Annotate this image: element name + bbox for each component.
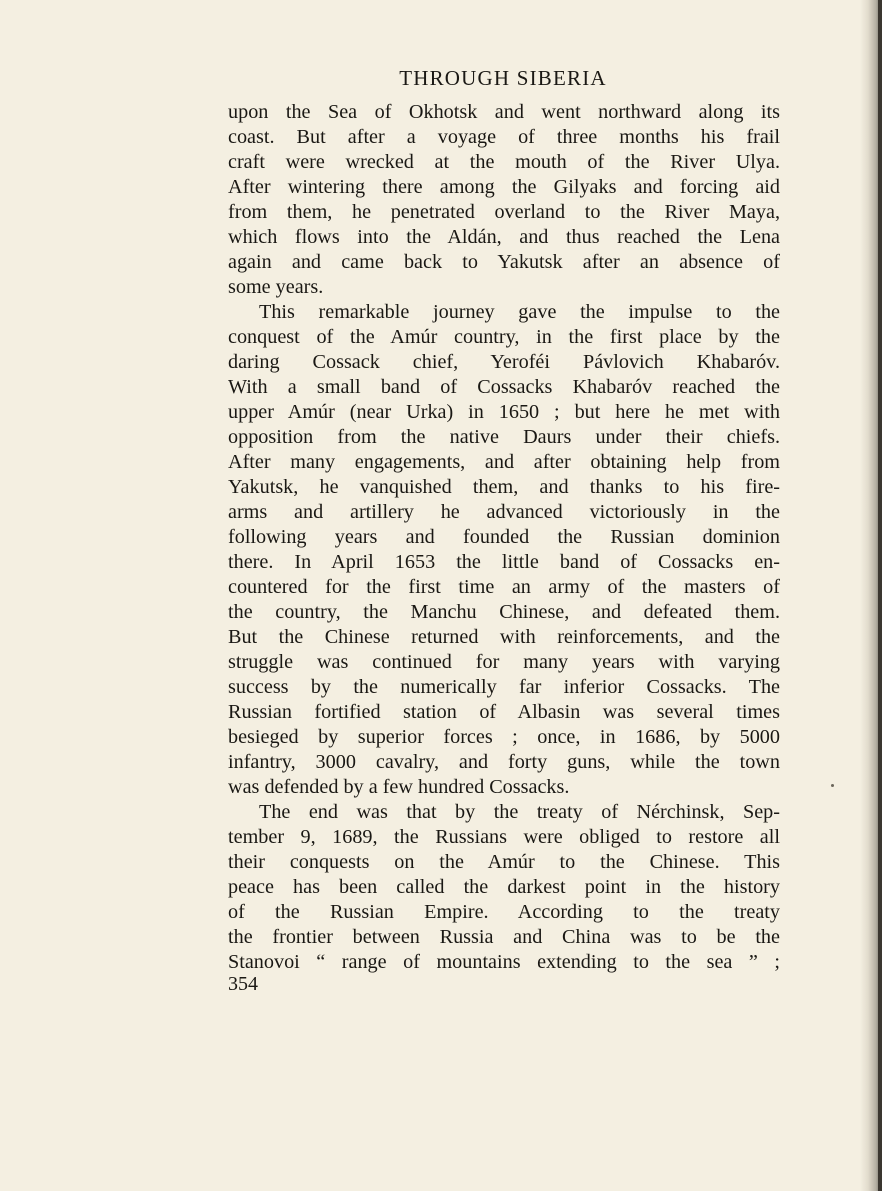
text-line: upon the Sea of Okhotsk and went northward along its xyxy=(228,101,780,123)
text-line: Russian fortified station of Albasin was several times xyxy=(228,701,780,723)
page-number: 354 xyxy=(228,973,258,995)
text-line: opposition from the native Daurs under their chiefs. xyxy=(228,426,780,448)
text-line: following years and founded the Russian dominion xyxy=(228,526,780,548)
text-line: the country, the Manchu Chinese, and defeated them. xyxy=(228,601,780,623)
text-line: from them, he penetrated overland to the River Maya, xyxy=(228,201,780,223)
body-text xyxy=(228,100,780,975)
text-line: there. In April 1653 the little band of Cossacks en- xyxy=(228,551,780,573)
text-line: struggle was continued for many years with varying xyxy=(228,651,780,673)
text-line: After wintering there among the Gilyaks and forcing aid xyxy=(228,176,780,198)
page-edge-shadow xyxy=(878,0,882,1191)
text-line: craft were wrecked at the mouth of the River Ulya. xyxy=(228,151,780,173)
margin-speck xyxy=(831,784,834,787)
text-line: Stanovoi “ range of mountains extending to the sea ” ; xyxy=(228,951,780,973)
text-line: conquest of the Amúr country, in the first place by the xyxy=(228,326,780,348)
text-line: tember 9, 1689, the Russians were obliged to restore all xyxy=(228,826,780,848)
text-line: the frontier between Russia and China was to be the xyxy=(228,926,780,948)
text-line: This remarkable journey gave the impulse to the xyxy=(259,301,780,323)
text-line: But the Chinese returned with reinforcements, and the xyxy=(228,626,780,648)
text-line: infantry, 3000 cavalry, and forty guns, while the town xyxy=(228,751,780,773)
text-line: Yakutsk, he vanquished them, and thanks to his fire- xyxy=(228,476,780,498)
text-line: of the Russian Empire. According to the treaty xyxy=(228,901,780,923)
text-line: arms and artillery he advanced victoriously in the xyxy=(228,501,780,523)
text-line: upper Amúr (near Urka) in 1650 ; but here he met with xyxy=(228,401,780,423)
text-line: besieged by superior forces ; once, in 1686, by 5000 xyxy=(228,726,780,748)
text-line: daring Cossack chief, Yeroféi Pávlovich Khabaróv. xyxy=(228,351,780,373)
text-line: again and came back to Yakutsk after an absence of xyxy=(228,251,780,273)
running-head: THROUGH SIBERIA xyxy=(399,66,607,90)
text-line: their conquests on the Amúr to the Chinese. This xyxy=(228,851,780,873)
text-line: After many engagements, and after obtaining help from xyxy=(228,451,780,473)
text-line: success by the numerically far inferior Cossacks. The xyxy=(228,676,780,698)
text-line: some years. xyxy=(228,276,324,298)
text-line: countered for the first time an army of the masters of xyxy=(228,576,780,598)
text-line: With a small band of Cossacks Khabaróv reached the xyxy=(228,376,780,398)
text-line: was defended by a few hundred Cossacks. xyxy=(228,776,570,798)
text-line: coast. But after a voyage of three months his frail xyxy=(228,126,780,148)
text-line: which flows into the Aldán, and thus reached the Lena xyxy=(228,226,780,248)
text-line: The end was that by the treaty of Nérchinsk, Sep- xyxy=(259,801,780,823)
text-line: peace has been called the darkest point in the history xyxy=(228,876,780,898)
